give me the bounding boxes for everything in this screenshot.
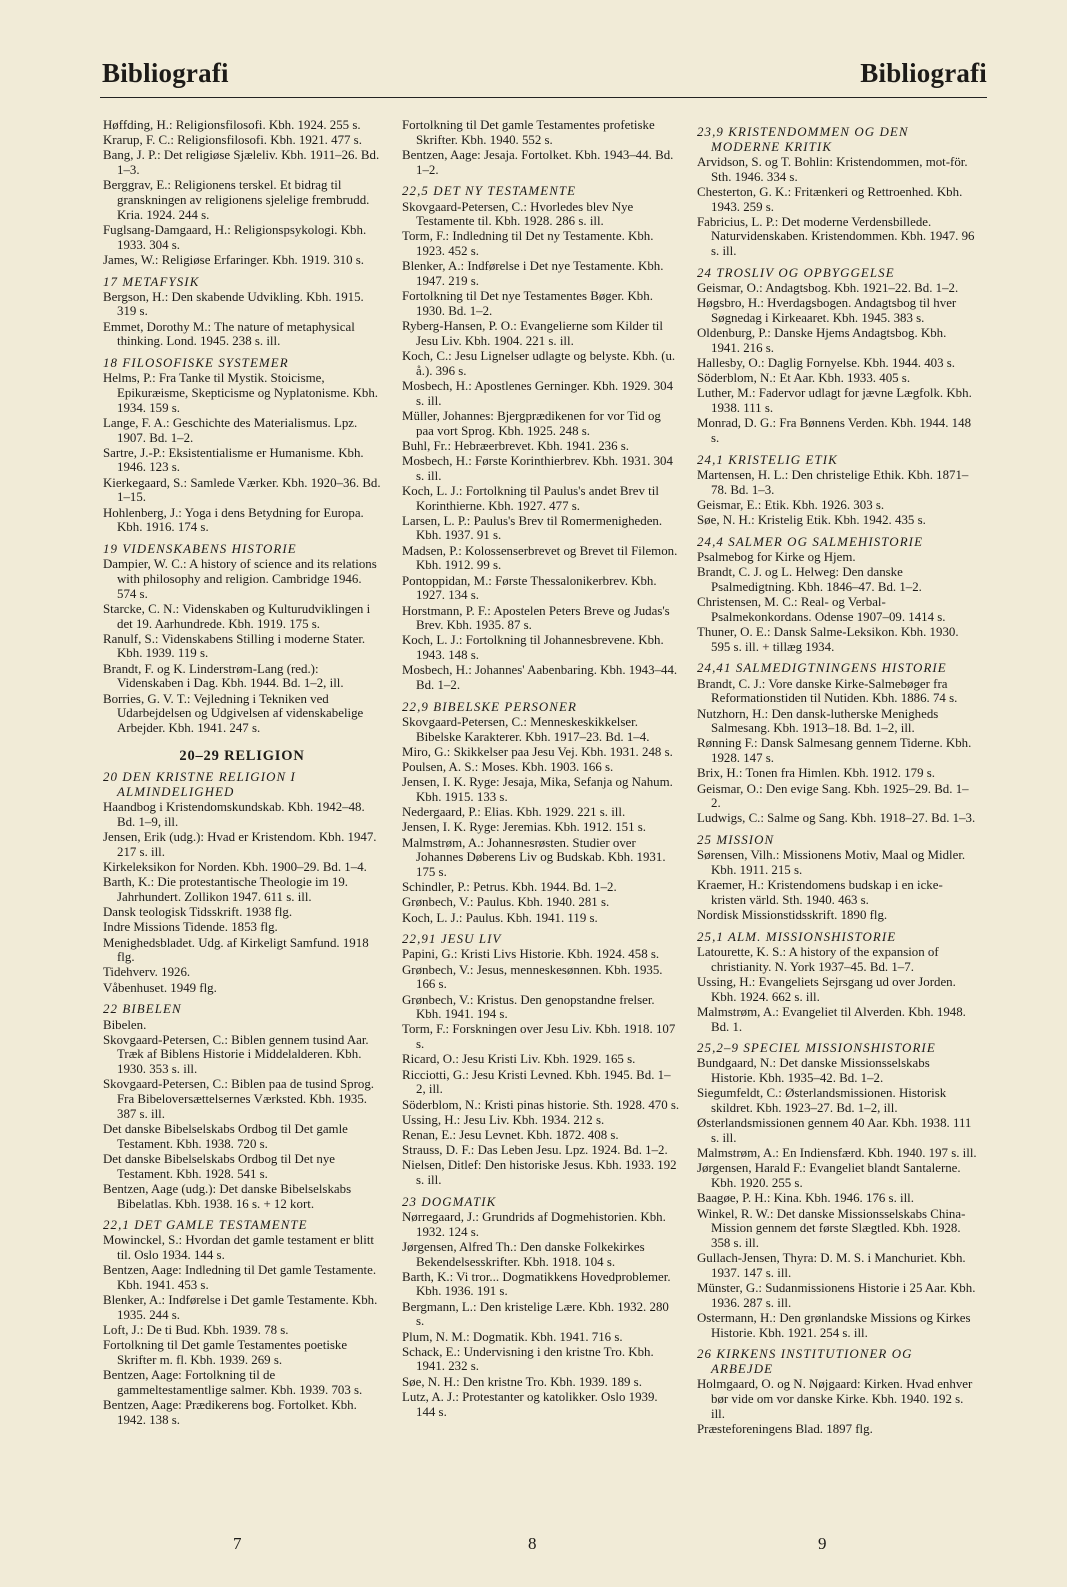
section-heading: 23,9 KRISTENDOMMEN OG DEN MODERNE KRITIK [697, 125, 909, 154]
bibliography-entry: Plum, N. M.: Dogmatik. Kbh. 1941. 716 s. [402, 1329, 623, 1344]
bibliography-entry: Østerlandsmissionen gennem 40 Aar. Kbh. 1938. 111 s. ill. [697, 1116, 972, 1145]
bibliography-entry: Bergson, H.: Den skabende Udvikling. Kbh. 1915. 319 s. [103, 289, 364, 319]
bibliography-entry: Bentzen, Aage (udg.): Det danske Bibelselskabs Bibelatlas. Kbh. 1938. 16 s. + 12 kort. [103, 1181, 352, 1211]
bibliography-entry: Holmgaard, O. og N. Nøjgaard: Kirken. Hvad enhver bør vide om vor danske Kirke. Kbh. 1940. 192 s. ill. [697, 1377, 973, 1421]
bibliography-entry: Rønning F.: Dansk Salmesang gennem Tiderne. Kbh. 1928. 147 s. [697, 736, 972, 766]
bibliography-entry: Larsen, L. P.: Paulus's Brev til Romermenigheden. Kbh. 1937. 91 s. [402, 513, 663, 543]
bibliography-entry: Strauss, D. F.: Das Leben Jesu. Lpz. 1924. Bd. 1–2. [402, 1143, 668, 1158]
bibliography-entry: Blenker, A.: Indførelse i Det nye Testamente. Kbh. 1947. 219 s. [402, 259, 664, 289]
bibliography-entry: Siegumfeldt, C.: Østerlandsmissionen. Historisk skildret. Kbh. 1923–27. Bd. 1–2, ill. [697, 1086, 947, 1116]
page-number-left: 7 [233, 1534, 242, 1553]
section-heading: 25,1 ALM. MISSIONSHISTORIE [697, 929, 897, 944]
bibliography-entry: Tidehverv. 1926. [103, 965, 191, 980]
section-heading: 18 FILOSOFISKE SYSTEMER [103, 356, 289, 371]
bibliography-entry: Ussing, H.: Evangeliets Sejrsgang ud over Jorden. Kbh. 1924. 662 s. ill. [697, 974, 956, 1004]
bibliography-entry: Psalmebog for Kirke og Hjem. [697, 549, 856, 564]
bibliography-entry: Latourette, K. S.: A history of the expansion of christianity. N. York 1937–45. Bd. 1–7. [697, 945, 939, 974]
bibliography-entry: Ricciotti, G.: Jesu Kristi Levned. Kbh. 1945. Bd. 1–2, ill. [402, 1067, 671, 1097]
bibliography-entry: Brandt, C. J.: Vore danske Kirke-Salmebøger fra Reformationstiden til Nutiden. Kbh. 1886. 74 s. [697, 676, 958, 706]
bibliography-entry: Nørregaard, J.: Grundrids af Dogmehistorien. Kbh. 1932. 124 s. [402, 1209, 666, 1239]
section-heading: 26 KIRKENS INSTITUTIONER OG ARBEJDE [697, 1347, 913, 1377]
bibliography-entry: Ranulf, S.: Videnskabens Stilling i moderne Stater. Kbh. 1939. 119 s. [103, 631, 366, 661]
bibliography-entry: Det danske Bibelselskabs Ordbog til Det gamle Testament. Kbh. 1938. 720 s. [103, 1122, 348, 1151]
bibliography-entry: Fortolkning til Det nye Testamentes Bøger. Kbh. 1930. Bd. 1–2. [402, 289, 653, 318]
bibliography-entry: Renan, E.: Jesu Levnet. Kbh. 1872. 408 s. [402, 1127, 619, 1142]
header-left-title: Bibliografi [102, 58, 229, 88]
bibliography-entry: Dansk teologisk Tidsskrift. 1938 flg. [103, 905, 293, 920]
bibliography-entry: Skovgaard-Petersen, C.: Biblen paa de tusind Sprog. Fra Bibeloversættelsernes Værksted. Kbh. 1935. 387 s. ill. [103, 1077, 375, 1121]
column-2 [402, 118, 680, 1420]
bibliography-entry: Fortolkning til Det gamle Testamentes profetiske Skrifter. Kbh. 1940. 552 s. [402, 118, 655, 147]
bibliography-entry: Malmstrøm, A.: En Indiensfærd. Kbh. 1940. 197 s. ill. [697, 1146, 977, 1161]
section-heading: 17 METAFYSIK [103, 274, 200, 289]
section-heading: 24,1 KRISTELIG ETIK [697, 452, 838, 467]
bibliography-entry: Madsen, P.: Kolossenserbrevet og Brevet til Filemon. Kbh. 1912. 99 s. [402, 543, 678, 573]
section-heading: 24,41 SALMEDIGTNINGENS HISTORIE [697, 661, 947, 676]
bibliography-entry: Brandt, C. J. og L. Helweg: Den danske Psalmedigtning. Kbh. 1846–47. Bd. 1–2. [697, 565, 922, 594]
bibliography-entry: Nutzhorn, H.: Den dansk-lutherske Menigheds Salmesang. Kbh. 1913–18. Bd. 1–2, ill. [697, 706, 939, 736]
bibliography-entry: Jensen, I. K. Ryge: Jeremias. Kbh. 1912. 151 s. [402, 820, 647, 835]
bibliography-entry: Mosbech, H.: Apostlenes Gerninger. Kbh. 1929. 304 s. ill. [402, 378, 674, 408]
bibliography-entry: Ludwigs, C.: Salme og Sang. Kbh. 1918–27. Bd. 1–3. [697, 811, 976, 826]
bibliography-entry: Skovgaard-Petersen, C.: Hvorledes blev Nye Testamente til. Kbh. 1928. 286 s. ill. [402, 199, 634, 229]
header-right-title: Bibliografi [860, 58, 987, 88]
bibliography-entry: Borries, G. V. T.: Vejledning i Tekniken ved Udarbejdelsen og Udgivelsen af videnskabelige Arbejder. Kbh. 1941. 247 s. [103, 691, 364, 735]
bibliography-entry: Schindler, P.: Petrus. Kbh. 1944. Bd. 1–2. [402, 880, 617, 895]
bibliography-entry: Münster, G.: Sudanmissionens Historie i 25 Aar. Kbh. 1936. 287 s. ill. [697, 1281, 976, 1310]
bibliography-entry: Loft, J.: De ti Bud. Kbh. 1939. 78 s. [103, 1323, 289, 1338]
bibliography-entry: Schack, E.: Undervisning i den kristne Tro. Kbh. 1941. 232 s. [402, 1344, 654, 1374]
bibliography-entry: Jensen, Erik (udg.): Hvad er Kristendom. Kbh. 1947. 217 s. ill. [103, 830, 377, 859]
section-heading: 20–29 RELIGION [179, 747, 305, 764]
section-heading: 24 TROSLIV OG OPBYGGELSE [697, 265, 895, 280]
bibliography-entry: Fabricius, L. P.: Det moderne Verdensbillede. Naturvidenskaben. Kristendommen. Kbh. 1947. 96 s. ill. [697, 214, 975, 259]
bibliography-entry: Berggrav, E.: Religionens terskel. Et bidrag til granskningen av religionens sjelelige frembrudd. Kria. 1924. 244 s. [103, 178, 370, 222]
bibliography-entry: Koch, L. J.: Fortolkning til Johannesbrevene. Kbh. 1943. 148 s. [402, 633, 664, 663]
bibliography-entry: Søe, N. H.: Kristelig Etik. Kbh. 1942. 435 s. [697, 513, 926, 528]
bibliography-entry: Præsteforeningens Blad. 1897 flg. [697, 1421, 873, 1436]
bibliography-entry: Helms, P.: Fra Tanke til Mystik. Stoicisme, Epikuræisme, Skepticisme og Nyplatonisme. Kbh. 1934. 159 s. [103, 371, 379, 415]
section-heading: 20 DEN KRISTNE RELIGION I ALMINDELIGHED [103, 770, 296, 800]
bibliography-entry: Thuner, O. E.: Dansk Salme-Leksikon. Kbh. 1930. 595 s. ill. + tillæg 1934. [697, 625, 959, 654]
bibliography-entry: Malmstrøm, A.: Evangeliet til Alverden. Kbh. 1948. Bd. 1. [697, 1004, 966, 1034]
bibliography-entry: Nedergaard, P.: Elias. Kbh. 1929. 221 s. ill. [402, 805, 626, 820]
bibliography-entry: Jørgensen, Alfred Th.: Den danske Folkekirkes Bekendelsesskrifter. Kbh. 1918. 104 s. [402, 1239, 645, 1269]
bibliography-entry: Baagøe, P. H.: Kina. Kbh. 1946. 176 s. ill. [697, 1191, 914, 1206]
bibliography-entry: Söderblom, N.: Et Aar. Kbh. 1933. 405 s. [697, 371, 911, 386]
section-heading: 22,1 DET GAMLE TESTAMENTE [103, 1218, 308, 1233]
bibliography-entry: Lange, F. A.: Geschichte des Materialismus. Lpz. 1907. Bd. 1–2. [103, 415, 358, 445]
bibliography-entry: Bergmann, L.: Den kristelige Lære. Kbh. 1932. 280 s. [402, 1299, 669, 1329]
bibliography-entry: Starcke, C. N.: Videnskaben og Kulturudviklingen i det 19. Aarhundrede. Kbh. 1919. 175 s. [103, 601, 371, 631]
bibliography-entry: Jensen, I. K. Ryge: Jesaja, Mika, Sefanja og Nahum. Kbh. 1915. 133 s. [402, 775, 673, 804]
bibliography-entry: Monrad, D. G.: Fra Bønnens Verden. Kbh. 1944. 148 s. [697, 416, 972, 446]
bibliography-entry: Gullach-Jensen, Thyra: D. M. S. i Manchuriet. Kbh. 1937. 147 s. ill. [697, 1251, 966, 1280]
section-heading: 22,91 JESU LIV [402, 932, 502, 947]
section-heading: 22,5 DET NY TESTAMENTE [402, 184, 577, 199]
bibliography-entry: Geismar, E.: Etik. Kbh. 1926. 303 s. [697, 497, 885, 512]
bibliography-entry: Torm, F.: Indledning til Det ny Testamente. Kbh. 1923. 452 s. [402, 229, 654, 259]
bibliography-entry: Ostermann, H.: Den grønlandske Missions og Kirkes Historie. Kbh. 1921. 254 s. ill. [697, 1310, 971, 1340]
section-heading: 25 MISSION [697, 833, 775, 848]
bibliography-entry: Fortolkning til Det gamle Testamentes poetiske Skrifter m. fl. Kbh. 1939. 269 s. [103, 1338, 348, 1368]
bibliography-entry: Jørgensen, Harald F.: Evangeliet blandt Santalerne. Kbh. 1920. 255 s. [697, 1161, 961, 1191]
bibliography-entry: Krarup, F. C.: Religionsfilosofi. Kbh. 1921. 477 s. [103, 133, 362, 148]
bibliography-entry: Luther, M.: Fadervor udlagt for jævne Lægfolk. Kbh. 1938. 111 s. [697, 386, 972, 416]
bibliography-entry: Blenker, A.: Indførelse i Det gamle Testamente. Kbh. 1935. 244 s. [103, 1293, 378, 1322]
column-1 [103, 118, 381, 1428]
bibliography-entry: Lutz, A. J.: Protestanter og katolikker. Oslo 1939. 144 s. [402, 1389, 658, 1419]
column-3 [697, 118, 977, 1437]
bibliography-entry: Koch, L. J.: Fortolkning til Paulus's andet Brev til Korinthierne. Kbh. 1927. 477 s. [402, 483, 659, 513]
bibliography-entry: Nordisk Missionstidsskrift. 1890 flg. [697, 908, 888, 923]
bibliography-entry: Mowinckel, S.: Hvordan det gamle testament er blitt til. Oslo 1934. 144 s. [103, 1233, 374, 1263]
bibliography-entry: Brandt, F. og K. Linderstrøm-Lang (red.): Videnskaben i Dag. Kbh. 1944. Bd. 1–2, ill. [103, 661, 344, 691]
bibliography-entry: Bundgaard, N.: Det danske Missionsselskabs Historie. Kbh. 1935–42. Bd. 1–2. [697, 1056, 930, 1086]
bibliography-entry: Brix, H.: Tonen fra Himlen. Kbh. 1912. 179 s. [697, 766, 936, 781]
section-heading: 25,2–9 SPECIEL MISSIONSHISTORIE [697, 1041, 936, 1056]
bibliography-entry: Høffding, H.: Religionsfilosofi. Kbh. 1924. 255 s. [103, 118, 361, 132]
bibliography-entry: Geismar, O.: Andagtsbog. Kbh. 1921–22. Bd. 1–2. [697, 281, 959, 296]
bibliography-entry: Koch, C.: Jesu Lignelser udlagte og belyste. Kbh. (u. å.). 396 s. [402, 349, 676, 378]
bibliography-entry: Høgsbro, H.: Hverdagsbogen. Andagtsbog til hver Søgnedag i Kirkeaaret. Kbh. 1945. 383 s. [697, 296, 957, 325]
bibliography-entry: Emmet, Dorothy M.: The nature of metaphysical thinking. Lond. 1945. 238 s. ill. [103, 319, 355, 349]
bibliography-entry: Bentzen, Aage: Prædikerens bog. Fortolket. Kbh. 1942. 138 s. [103, 1398, 357, 1427]
bibliography-entry: Ussing, H.: Jesu Liv. Kbh. 1934. 212 s. [402, 1112, 605, 1127]
bibliography-entry: Våbenhuset. 1949 flg. [103, 980, 217, 995]
bibliography-entry: Winkel, R. W.: Det danske Missionsselskabs China-Mission gennem det første Slægtled. Kbh. 1928. 358 s. ill. [697, 1206, 966, 1250]
bibliography-entry: Bibelen. [103, 1017, 147, 1032]
bibliography-entry: Torm, F.: Forskningen over Jesu Liv. Kbh. 1918. 107 s. [402, 1022, 676, 1052]
bibliography-entry: Kierkegaard, S.: Samlede Værker. Kbh. 1920–36. Bd. 1–15. [103, 475, 381, 505]
bibliography-entry: Papini, G.: Kristi Livs Historie. Kbh. 1924. 458 s. [402, 947, 660, 962]
bibliography-entry: Söderblom, N.: Kristi pinas historie. Sth. 1928. 470 s. [402, 1097, 680, 1112]
bibliography-entry: Koch, L. J.: Paulus. Kbh. 1941. 119 s. [402, 910, 598, 925]
bibliography-entry: Bentzen, Aage: Indledning til Det gamle Testamente. Kbh. 1941. 453 s. [103, 1263, 377, 1293]
bibliography-entry: Chesterton, G. K.: Fritænkeri og Rettroenhed. Kbh. 1943. 259 s. [697, 184, 963, 214]
bibliography-entry: Skovgaard-Petersen, C.: Menneskeskikkelser. Bibelske Karakterer. Kbh. 1917–23. Bd. 1–4. [402, 714, 650, 744]
bibliography-entry: Buhl, Fr.: Hebræerbrevet. Kbh. 1941. 236 s. [402, 438, 629, 453]
bibliography-entry: Bang, J. P.: Det religiøse Sjæleliv. Kbh. 1911–26. Bd. 1–3. [103, 148, 380, 178]
bibliography-entry: Horstmann, P. F.: Apostelen Peters Breve og Judas's Brev. Kbh. 1935. 87 s. [402, 603, 670, 633]
bibliography-entry: Nielsen, Ditlef: Den historiske Jesus. Kbh. 1933. 192 s. ill. [402, 1158, 677, 1188]
section-heading: 23 DOGMATIK [402, 1194, 497, 1209]
bibliography-entry: Arvidson, S. og T. Bohlin: Kristendommen, mot-för. Sth. 1946. 334 s. [697, 154, 968, 184]
bibliography-entry: Mosbech, H.: Johannes' Aabenbaring. Kbh. 1943–44. Bd. 1–2. [402, 663, 678, 693]
header-rule [100, 97, 987, 98]
bibliography-entry: Kirkeleksikon for Norden. Kbh. 1900–29. Bd. 1–4. [103, 860, 367, 875]
bibliography-entry: Sartre, J.-P.: Eksistentialisme er Humanisme. Kbh. 1946. 123 s. [103, 445, 364, 475]
section-heading: 19 VIDENSKABENS HISTORIE [103, 541, 297, 556]
bibliography-entry: Oldenburg, P.: Danske Hjems Andagtsbog. Kbh. 1941. 216 s. [697, 326, 947, 355]
bibliography-entry: Fuglsang-Damgaard, H.: Religionspsykologi. Kbh. 1933. 304 s. [103, 222, 367, 252]
bibliography-entry: Grønbech, V.: Kristus. Den genopstandne frelser. Kbh. 1941. 194 s. [402, 992, 655, 1022]
bibliography-entry: Mosbech, H.: Første Korinthierbrev. Kbh. 1931. 304 s. ill. [402, 453, 673, 483]
bibliography-entry: Grønbech, V.: Paulus. Kbh. 1940. 281 s. [402, 895, 610, 910]
bibliography-entry: Pontoppidan, M.: Første Thessalonikerbrev. Kbh. 1927. 134 s. [402, 573, 657, 603]
bibliography-entry: Skovgaard-Petersen, C.: Biblen gennem tusind Aar. Træk af Biblens Historie i Middelalderen. Kbh. 1930. 353 s. ill. [103, 1032, 369, 1077]
bibliography-entry: Miro, G.: Skikkelser paa Jesu Vej. Kbh. 1931. 248 s. [402, 744, 673, 759]
bibliography-entry: Sørensen, Vilh.: Missionens Motiv, Maal og Midler. Kbh. 1911. 215 s. [697, 848, 966, 878]
bibliography-entry: Hallesby, O.: Daglig Fornyelse. Kbh. 1944. 403 s. [697, 356, 956, 371]
bibliography-entry: Müller, Johannes: Bjergprædikenen for vor Tid og paa vort Sprog. Kbh. 1925. 248 s. [402, 408, 661, 438]
bibliography-entry: Bentzen, Aage: Jesaja. Fortolket. Kbh. 1943–44. Bd. 1–2. [402, 147, 674, 177]
page-number-right: 9 [818, 1534, 827, 1553]
page-number-middle: 8 [528, 1534, 537, 1553]
bibliography-entry: Haandbog i Kristendomskundskab. Kbh. 1942–48. Bd. 1–9, ill. [103, 800, 365, 829]
bibliography-entry: Barth, K.: Vi tror... Dogmatikkens Hovedproblemer. Kbh. 1936. 191 s. [402, 1269, 671, 1299]
bibliography-entry: Malmstrøm, A.: Johannesrøsten. Studier over Johannes Døberens Liv og Budskab. Kbh. 1931. 175 s. [402, 835, 666, 879]
section-heading: 22 BIBELEN [103, 1002, 182, 1017]
section-heading: 22,9 BIBELSKE PERSONER [402, 699, 577, 714]
bibliography-entry: Ryberg-Hansen, P. O.: Evangelierne som Kilder til Jesu Liv. Kbh. 1904. 221 s. ill. [402, 319, 663, 348]
section-heading: 24,4 SALMER OG SALMEHISTORIE [697, 534, 924, 549]
bibliography-entry: Kraemer, H.: Kristendomens budskap i en icke-kristen värld. Sth. 1940. 463 s. [697, 878, 943, 907]
bibliography-entry: Søe, N. H.: Den kristne Tro. Kbh. 1939. 189 s. [402, 1374, 642, 1389]
bibliography-entry: Indre Missions Tidende. 1853 flg. [103, 920, 278, 935]
bibliography-entry: Christensen, M. C.: Real- og Verbal-Psalmekonkordans. Odense 1907–09. 1414 s. [697, 595, 946, 624]
bibliography-entry: Det danske Bibelselskabs Ordbog til Det nye Testament. Kbh. 1928. 541 s. [103, 1151, 335, 1181]
bibliography-entry: Barth, K.: Die protestantische Theologie im 19. Jahrhundert. Zollikon 1947. 611 s. ill. [103, 875, 348, 904]
bibliography-entry: Geismar, O.: Den evige Sang. Kbh. 1925–29. Bd. 1–2. [697, 781, 969, 811]
bibliography-entry: James, W.: Religiøse Erfaringer. Kbh. 1919. 310 s. [103, 252, 365, 267]
bibliography-entry: Menighedsbladet. Udg. af Kirkeligt Samfund. 1918 flg. [103, 935, 369, 965]
bibliography-entry: Dampier, W. C.: A history of science and its relations with philosophy and religion. Cambridge 1946. 574 s. [103, 557, 377, 601]
bibliography-entry: Martensen, H. L.: Den christelige Ethik. Kbh. 1871–78. Bd. 1–3. [697, 467, 969, 497]
bibliography-entry: Grønbech, V.: Jesus, menneskesønnen. Kbh. 1935. 166 s. [402, 962, 663, 992]
bibliography-entry: Poulsen, A. S.: Moses. Kbh. 1903. 166 s. [402, 760, 614, 775]
bibliography-entry: Bentzen, Aage: Fortolkning til de gammeltestamentlige salmer. Kbh. 1939. 703 s. [103, 1368, 363, 1397]
bibliography-entry: Hohlenberg, J.: Yoga i dens Betydning for Europa. Kbh. 1916. 174 s. [103, 505, 364, 535]
bibliography-entry: Ricard, O.: Jesu Kristi Liv. Kbh. 1929. 165 s. [402, 1052, 636, 1067]
